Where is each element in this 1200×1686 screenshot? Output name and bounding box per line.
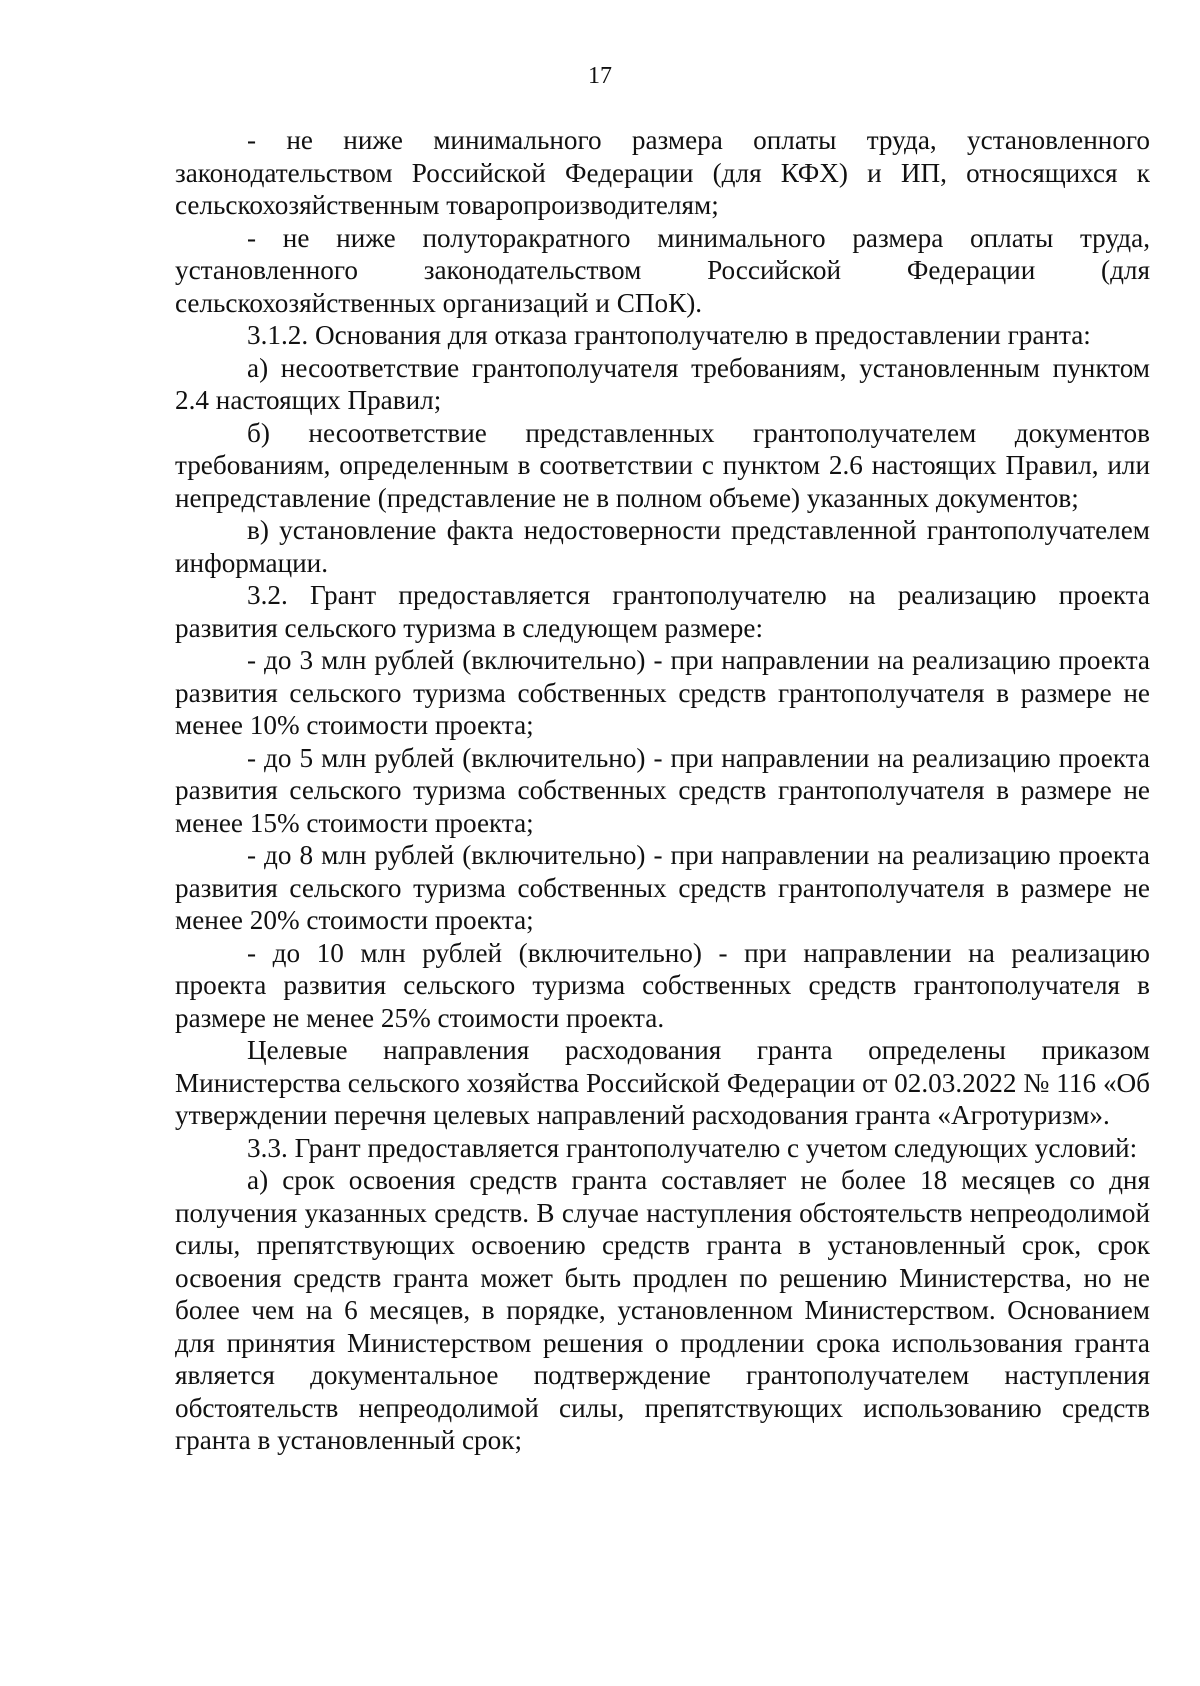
- paragraph-refusal-b: б) несоответствие представленных грантополучателем документов требованиям, определенным в соответствии с пунктом 2.6 настоящих Правил, или непредставление (представление не в полном объеме) указанных документов;: [175, 417, 1150, 513]
- page-number: 17: [588, 63, 612, 89]
- paragraph-grant-10mln: - до 10 млн рублей (включительно) - при направлении на реализацию проекта развития сельского туризма собственных средств грантополучателя в размере не менее 25% стоимости проекта.: [175, 937, 1150, 1033]
- paragraph-grant-3mln: - до 3 млн рублей (включительно) - при направлении на реализацию проекта развития сельского туризма собственных средств грантополучателя в размере не менее 10% стоимости проекта;: [175, 645, 1150, 740]
- paragraph-refusal-c: в) установление факта недостоверности представленной грантополучателем информации.: [175, 515, 1150, 578]
- paragraph-3-2: 3.2. Грант предоставляется грантополучателю на реализацию проекта развития сельского туризма в следующем размере:: [175, 580, 1150, 643]
- paragraph-target-directions: Целевые направления расходования гранта определены приказом Министерства сельского хозяйства Российской Федерации от 02.03.2022 № 116 «Об утверждении перечня целевых направлений расходования гранта «Агротуризм».: [175, 1035, 1150, 1130]
- paragraph-min-wage-org: - не ниже полуторакратного минимального размера оплаты труда, установленного законодательством Российской Федерации (для сельскохозяйственных организаций и СПоК).: [175, 222, 1150, 318]
- paragraph-3-1-2-heading: 3.1.2. Основания для отказа грантополучателю в предоставлении гранта:: [247, 320, 1091, 350]
- document-body: [175, 124, 1150, 1457]
- paragraph-condition-a: а) срок освоения средств гранта составляет не более 18 месяцев со дня получения указанных средств. В случае наступления обстоятельств непреодолимой силы, препятствующих освоению средств гранта в установленный срок, срок освоения средств гранта может быть продлен по решению Министерства, но не более чем на 6 месяцев, в порядке, установленном Министерством. Основанием для принятия Министерством решения о продлении срока использования гранта является документальное подтверждение грантополучателем наступления обстоятельств непреодолимой силы, препятствующих использованию средств гранта в установленный срок;: [175, 1165, 1150, 1455]
- paragraph-refusal-a: а) несоответствие грантополучателя требованиям, установленным пунктом 2.4 настоящих Правил;: [175, 352, 1150, 415]
- paragraph-grant-8mln: - до 8 млн рублей (включительно) - при направлении на реализацию проекта развития сельского туризма собственных средств грантополучателя в размере не менее 20% стоимости проекта;: [175, 840, 1150, 935]
- paragraph-grant-5mln: - до 5 млн рублей (включительно) - при направлении на реализацию проекта развития сельского туризма собственных средств грантополучателя в размере не менее 15% стоимости проекта;: [175, 742, 1150, 838]
- paragraph-3-3: 3.3. Грант предоставляется грантополучателю с учетом следующих условий:: [247, 1132, 1138, 1163]
- paragraph-min-wage-kfh: - не ниже минимального размера оплаты труда, установленного законодательством Российской Федерации (для КФХ) и ИП, относящихся к сельскохозяйственным товаропроизводителям;: [175, 125, 1150, 220]
